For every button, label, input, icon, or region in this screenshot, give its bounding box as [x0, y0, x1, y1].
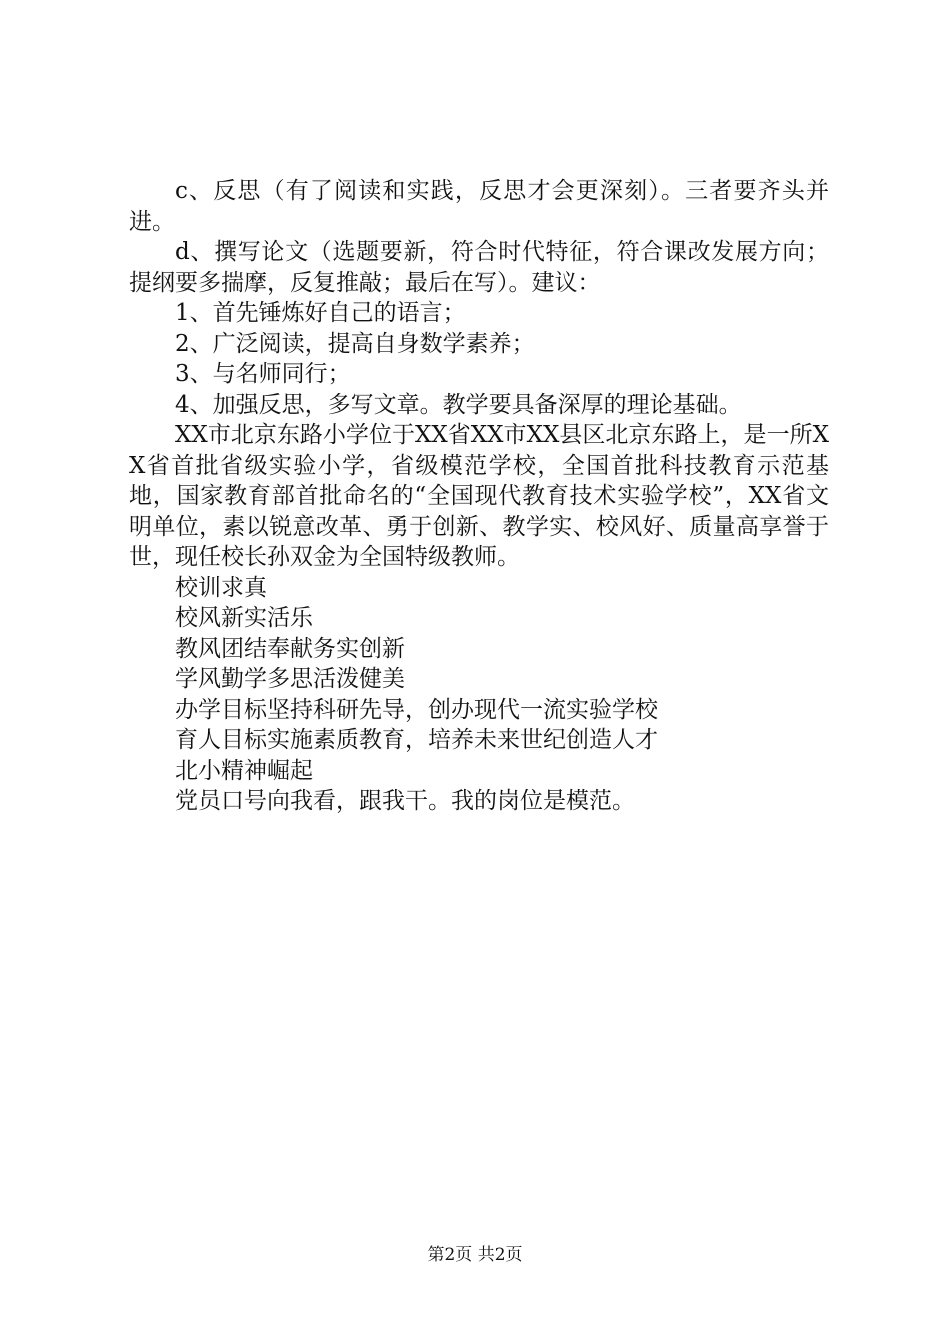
paragraph-suggestion-2: 2、广泛阅读，提高自身数学素养； [175, 330, 535, 357]
paragraph-school-ethos: 北小精神崛起 [175, 757, 313, 784]
paragraph-school-goal: 办学目标坚持科研先导，创办现代一流实验学校 [175, 696, 658, 723]
paragraph-suggestion-3: 3、与名师同行； [175, 361, 351, 387]
paragraph-teaching-style: 教风团结奉献务实创新 [175, 635, 405, 662]
paragraph-education-goal: 育人目标实施素质教育，培养未来世纪创造人才 [175, 727, 658, 753]
paragraph-school-intro: XX市北京东路小学位于XX省XX市XX县区北京东路上，是一所XX省首批省级实验小学，省级模范学校，全国首批科技教育示范基地，国家教育部首批命名的“全国现代教育技术实验学校”，XX省文明单位，素以锐意改革、勇于创新、教学实、校风好、质量高享誉于世，现任校长孙双金为全国特级教师。 [129, 422, 829, 570]
paragraph-suggestion-1: 1、首先锤炼好自己的语言； [175, 300, 466, 326]
paragraph-school-spirit: 校风新实活乐 [175, 605, 313, 631]
paragraph-study-style: 学风勤学多思活泼健美 [175, 666, 405, 692]
page-number-footer: 第2页 共2页 [427, 1245, 523, 1265]
paragraph-party-slogan: 党员口号向我看，跟我干。我的岗位是模范。 [175, 788, 635, 814]
paragraph-thesis-writing: d、撰写论文（选题要新，符合时代特征，符合课改发展方向；提纲要多揣摩，反复推敲；最后在写）。建议： [129, 239, 829, 296]
paragraph-suggestion-4: 4、加强反思，多写文章。教学要具备深厚的理论基础。 [175, 391, 742, 418]
paragraph-reflection: c、反思（有了阅读和实践，反思才会更深刻）。三者要齐头并进。 [129, 178, 829, 235]
document-body [129, 176, 829, 817]
paragraph-school-motto: 校训求真 [175, 574, 267, 601]
